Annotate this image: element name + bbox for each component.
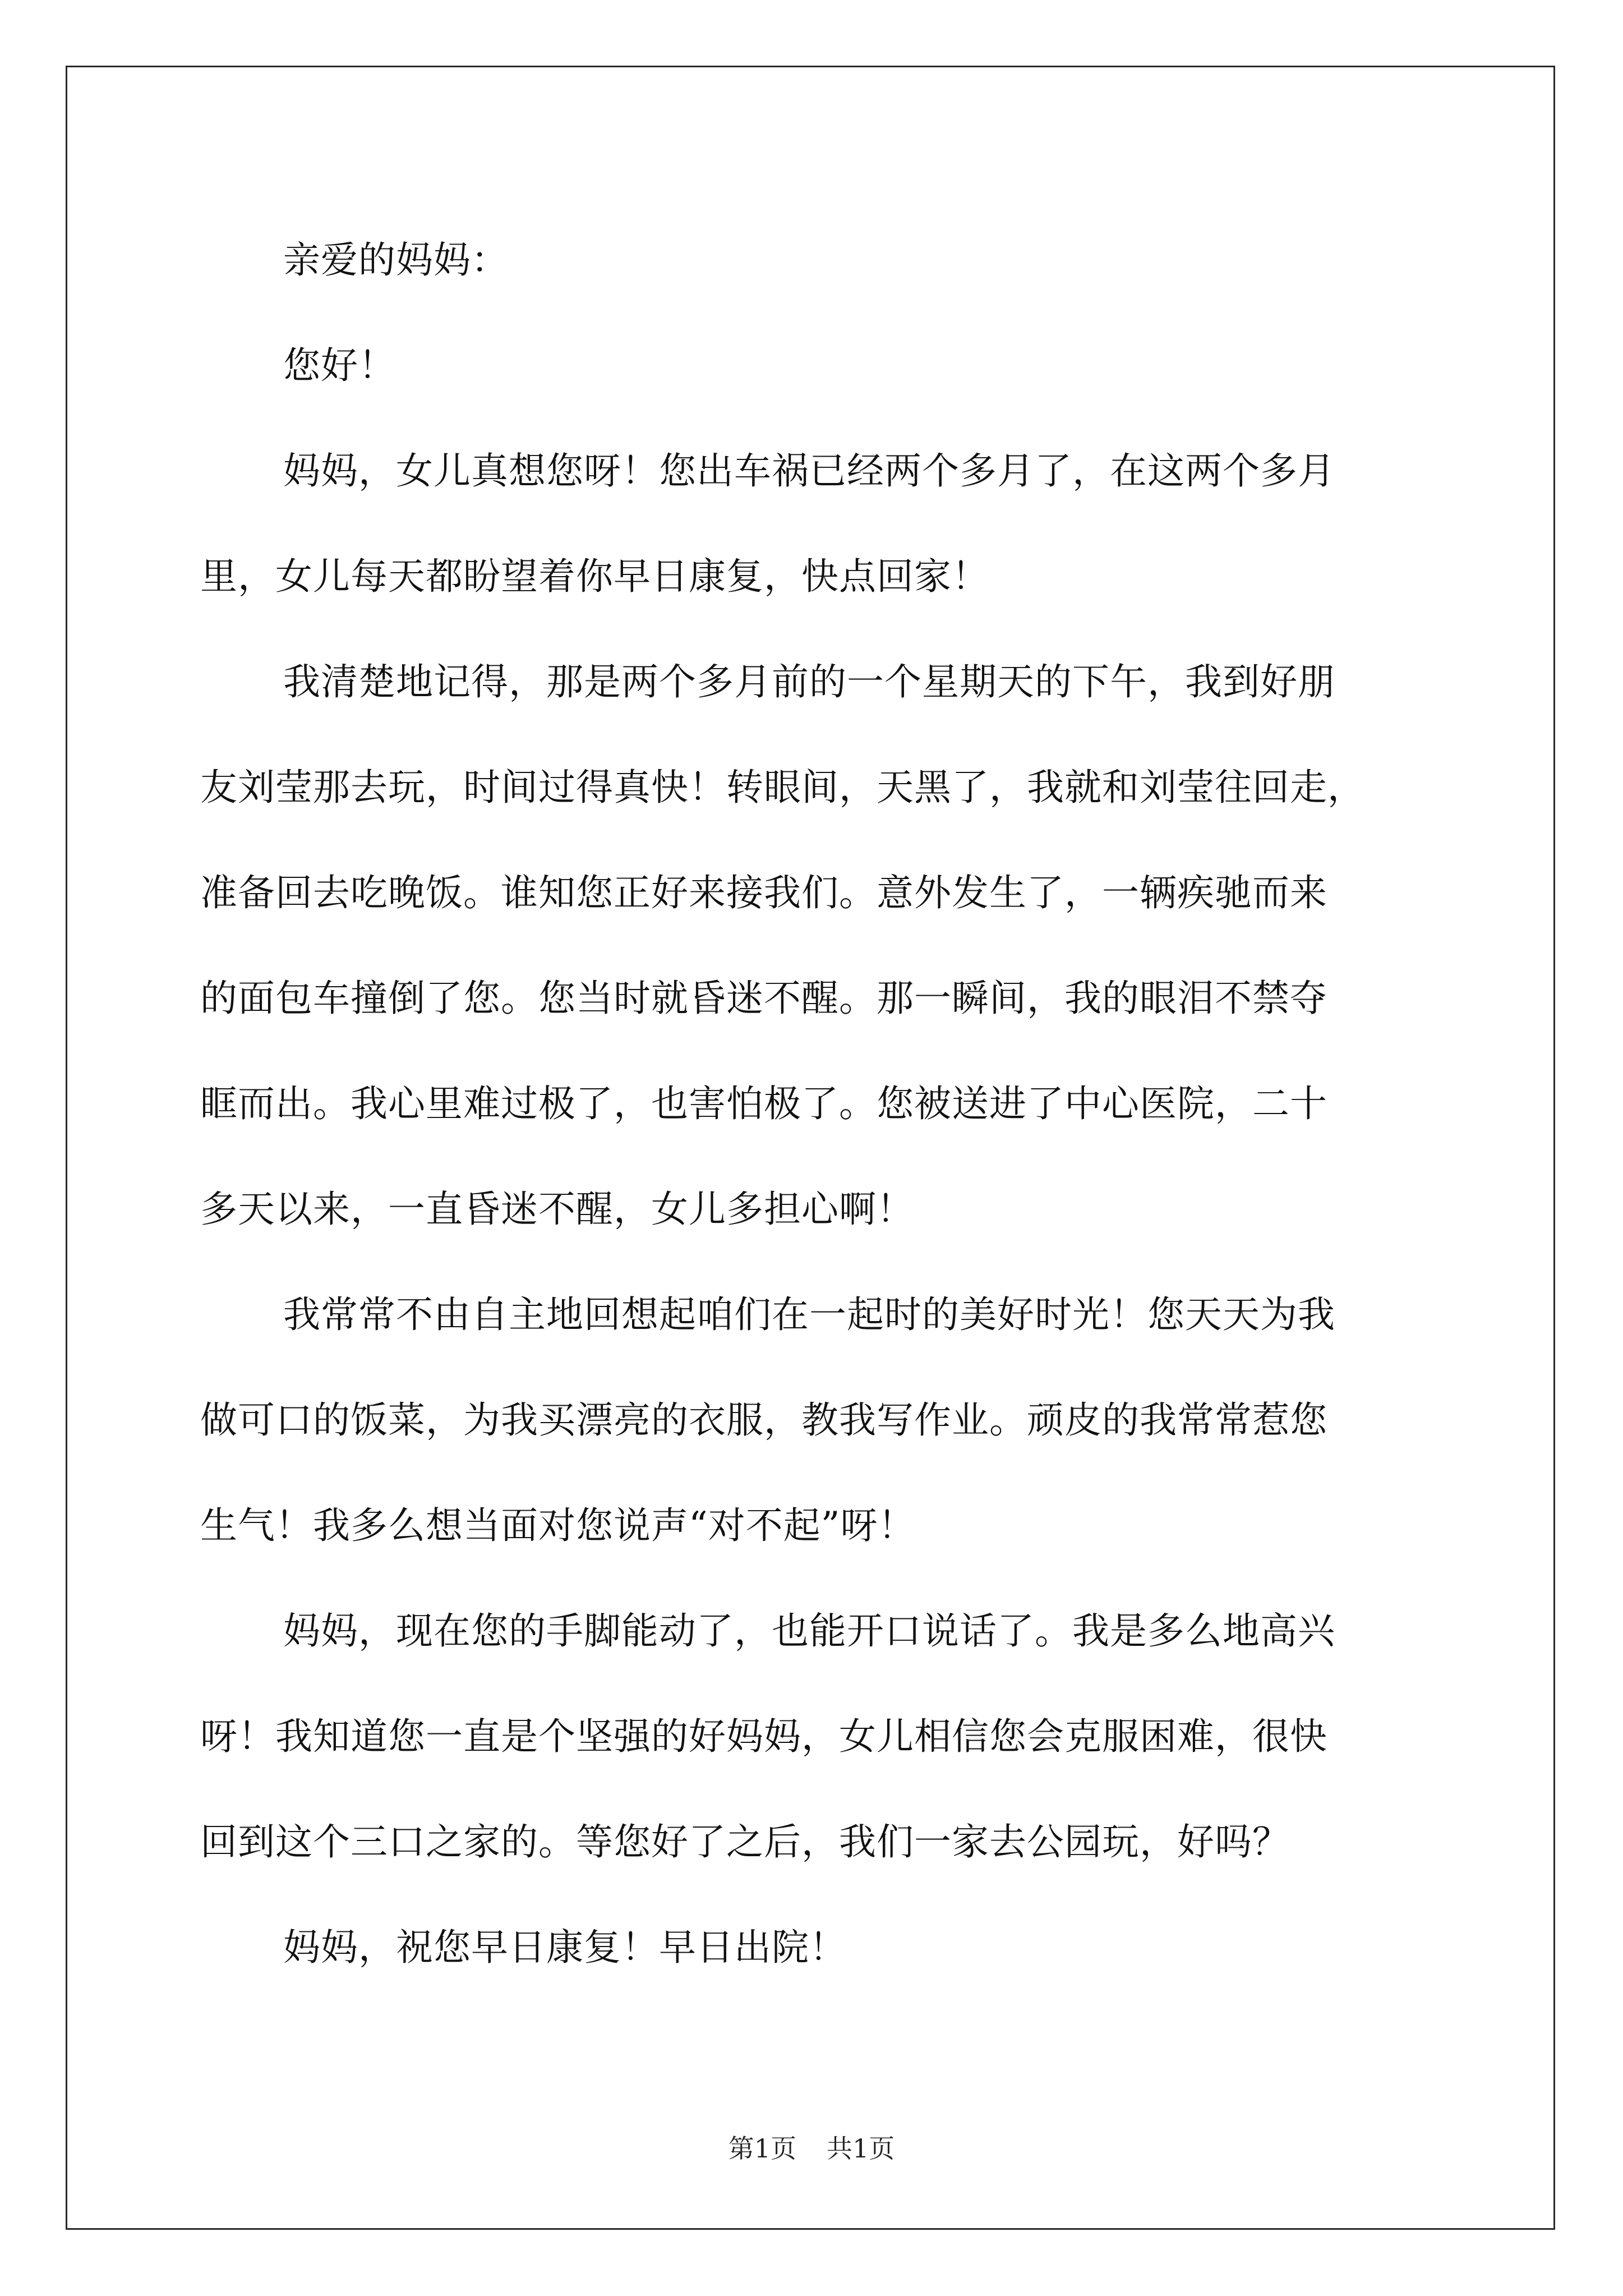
paragraph-2-line-3: 准备回去吃晚饭。谁知您正好来接我们。意外发生了，一辆疾驰而来 [200, 871, 1327, 914]
paragraph-4-line-1: 妈妈，现在您的手脚能动了，也能开口说话了。我是多么地高兴 [283, 1609, 1335, 1653]
letter-body [200, 208, 1440, 2000]
closing-wish: 妈妈，祝您早日康复！早日出院！ [283, 1926, 847, 1969]
paragraph-2-line-2: 友刘莹那去玩，时间过得真快！转眼间，天黑了，我就和刘莹往回走， [200, 766, 1365, 809]
salutation: 亲爱的妈妈： [283, 238, 509, 282]
page-footer [0, 2132, 1623, 2165]
paragraph-4-line-3: 回到这个三口之家的。等您好了之后，我们一家去公园玩，好吗？ [200, 1820, 1290, 1864]
page-number-total: 共1页 [827, 2133, 895, 2164]
paragraph-3-line-2: 做可口的饭菜，为我买漂亮的衣服，教我写作业。顽皮的我常常惹您 [200, 1398, 1327, 1442]
paragraph-3-line-1: 我常常不由自主地回想起咱们在一起时的美好时光！您天天为我 [283, 1293, 1335, 1336]
paragraph-2-line-1: 我清楚地记得，那是两个多月前的一个星期天的下午，我到好朋 [283, 660, 1335, 703]
paragraph-1-line-1: 妈妈，女儿真想您呀！您出车祸已经两个多月了，在这两个多月 [283, 449, 1335, 493]
paragraph-1-line-2: 里，女儿每天都盼望着你早日康复，快点回家！ [200, 555, 989, 598]
paragraph-4-line-2: 呀！我知道您一直是个坚强的好妈妈，女儿相信您会克服困难，很快 [200, 1715, 1327, 1758]
paragraph-2-line-5: 眶而出。我心里难过极了，也害怕极了。您被送进了中心医院，二十 [200, 1082, 1327, 1125]
page-number-current: 第1页 [728, 2133, 796, 2164]
greeting: 您好！ [283, 344, 396, 387]
paragraph-3-line-3: 生气！我多么想当面对您说声“对不起”呀！ [200, 1504, 916, 1547]
paragraph-2-line-4: 的面包车撞倒了您。您当时就昏迷不醒。那一瞬间，我的眼泪不禁夺 [200, 977, 1327, 1020]
paragraph-2-line-6: 多天以来，一直昏迷不醒，女儿多担心啊！ [200, 1188, 914, 1231]
